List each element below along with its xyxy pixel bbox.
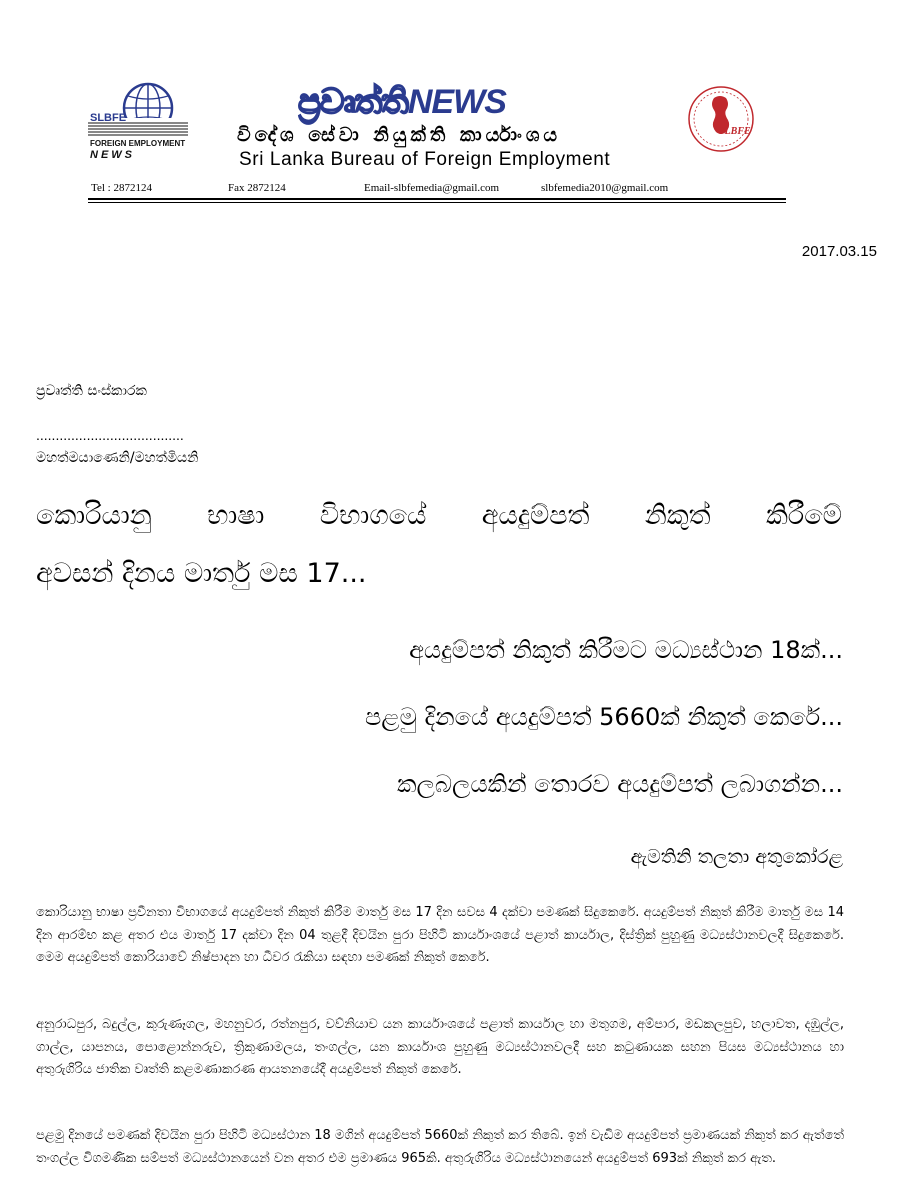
contact-tel: Tel : 2872124: [91, 182, 152, 194]
slbfe-seal-logo: [686, 84, 756, 154]
contact-email-1: Email-slbfemedia@gmail.com: [364, 182, 500, 194]
recipient: ප්‍රවෘත්ති සංස්කාරක: [36, 383, 147, 399]
contact-fax: Fax 2872124: [228, 182, 286, 194]
letterhead-rule-thin: [88, 202, 786, 203]
subheading: පළමු දිනයේ අයදුම්පත් 5660ක් නිකුත් කෙරේ...: [365, 703, 843, 731]
brand-english: NEWS: [407, 83, 506, 121]
logo-text-news: NEWS: [90, 149, 135, 161]
subheading: කලබලයකින් තොරව අයදුම්පත් ලබාගන්න...: [397, 770, 843, 798]
logo-text-foreign-employment: FOREIGN EMPLOYMENT: [90, 139, 186, 148]
release-date: 2017.03.15: [801, 243, 877, 260]
body-paragraph: අනුරාධපුර, බදුල්ල, කුරුණෑගල, මහනුවර, රත්නපුර, වව්නියාව යන කාර්යාංශයේ පළාත් කාර්යාල හා මතුගම, අම්පාර, මඩකලපුව, හලාවත, දඹුල්ල, ගාල්ල, යාපනය, පොළොන්නරුව, ත්‍රිකුණාමලය, තංගල්ල, යන කාර්යාංශ පුහුණු මධ්‍යස්ථානවලදී සහ කටුණායක සහන පියස මධ්‍යස්ථානය හා අතුරුගිරිය ජාතික වෘත්ති කළමණාකරණ ආයතනයේදී අයදුම්පත් නිකුත් කෙරේ.: [36, 1017, 844, 1077]
recipient-dotted-line: ......................................: [36, 427, 184, 443]
org-name-english: Sri Lanka Bureau of Foreign Employment: [239, 149, 611, 170]
headline-line-2: අවසන් දිනය මාර්තු මස 17...: [36, 558, 367, 589]
letterhead-rule: [88, 198, 786, 200]
subheading: අයදුම්පත් නිකුත් කිරීමට මධ්‍යස්ථාන 18ක්...: [409, 636, 843, 664]
headline-line-1: කොරියානු භාෂා විභාගයේ අයදුම්පත් නිකුත් කිරීමේ: [36, 500, 842, 531]
salutation: මහත්මයාණෙනි/මහත්මියනි: [36, 450, 199, 466]
body-paragraph: පළමු දිනයේ පමණක් දිවයින පුරා පිහිටි මධ්‍යස්ථාන 18 මගින් අයදුම්පත් 5660ක් නිකුත් කර තිබේ. ඉන් වැඩිම අයදුම්පත් ප්‍රමාණයක් නිකුත් කර ඇත්තේ තංගල්ල විගමණික සම්පත් මධ්‍යස්ථානයෙන් වන අතර එම ප්‍රමාණය 965කි. අතුරුගිරිය මධ්‍යස්ථානයෙන් අයදුම්පත් 693ක් නිකුත් කර ඇත.: [36, 1128, 844, 1166]
org-name-sinhala: විදේශ සේවා නියුක්ති කාර්යාංශය: [237, 124, 562, 146]
slbfe-news-logo: [88, 82, 188, 162]
body-paragraph: කොරියානු භාෂා ප්‍රවීනතා විභාගයේ අයදුම්පත් නිකුත් කිරීම මාර්තු මස 17 දින සවස 4 දක්වා පමණක් සිදුකෙරේ. අයදුම්පත් නිකුත් කිරීම මාර්තු මස 14 දින ආරම්භ කළ අතර එය මාර්තු 17 දක්වා දින 04 තුළදී දිවයින පුරා පිහිටි කාර්යාංශයේ පළාත් කාර්යාල, දිස්ත්‍රික් පුහුණු මධ්‍යස්ථානවලදී සිදුකෙරේ. මෙම අයදුම්පත් කොරියාවේ නිෂ්පාදන හා ධීවර රැකියා සඳහා පමණක් නිකුත් කෙරේ.: [36, 905, 844, 965]
contact-email-2: slbfemedia2010@gmail.com: [541, 182, 669, 194]
logo-text-slbfe: SLBFE: [90, 112, 127, 124]
minister-byline: ඇමතිනි තලතා අතුකෝරළ: [630, 846, 843, 868]
brand-sinhala: ප්‍රවෘත්ති: [298, 82, 408, 122]
seal-text: SLBFE: [719, 126, 751, 137]
brand-title: [298, 82, 506, 122]
